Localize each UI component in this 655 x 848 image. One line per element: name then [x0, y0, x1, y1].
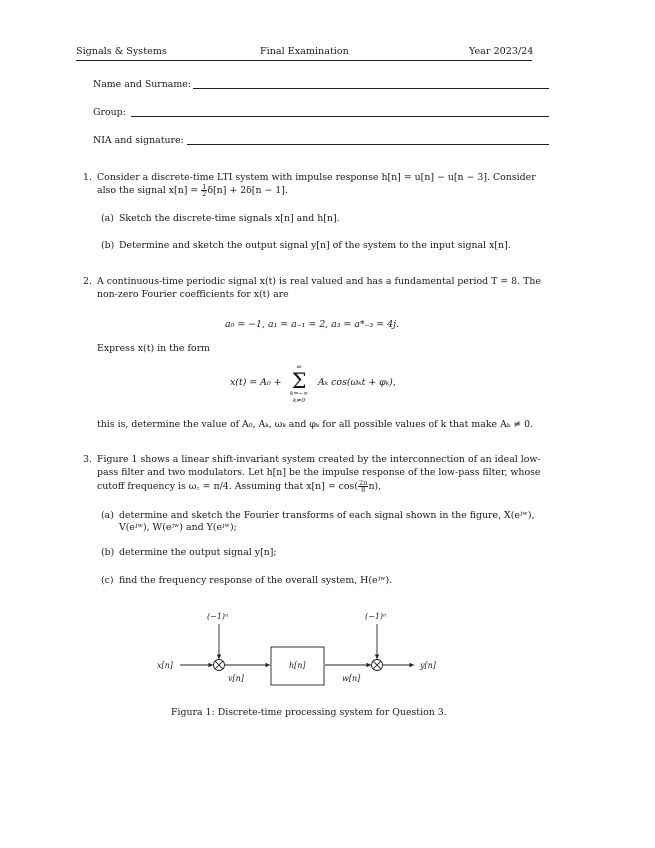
- sum-symbol: Σ: [291, 369, 307, 393]
- multiplier-2-icon: [372, 660, 383, 671]
- subitem-text: Determine and sketch the output signal y[n] of the system to the input signal x[n].: [119, 240, 511, 251]
- input-signal-label: x[n]: [157, 661, 173, 670]
- header-year: Year 2023/24: [469, 46, 534, 57]
- signal-w-label: w[n]: [342, 674, 361, 683]
- output-signal-label: y[n]: [420, 661, 436, 670]
- question-number: 3.: [83, 454, 92, 465]
- subitem-text: determine and sketch the Fourier transforms of each signal shown in the figure, X(eʲʷ),: [119, 510, 535, 521]
- subitem-label: (b): [101, 240, 115, 251]
- question-text: non-zero Fourier coefficients for x(t) are: [97, 289, 289, 300]
- question-text-part: n),: [368, 481, 382, 492]
- modulator-1-label: (−1)ⁿ: [207, 612, 229, 621]
- question-text: pass filter and two modulators. Let h[n] be the impulse response of the low-pass filter, whose: [97, 467, 541, 478]
- signal-v-label: v[n]: [228, 674, 244, 683]
- sum-lower-limit: k=−∞: [289, 391, 309, 397]
- question-number: 1.: [83, 172, 92, 183]
- equation-left: x(t) = A₀ +: [230, 377, 282, 388]
- filter-label: h[n]: [289, 661, 306, 670]
- fraction-denominator: 8: [361, 486, 366, 494]
- name-field-label: Name and Surname:: [93, 79, 191, 90]
- modulator-2-label: (−1)ⁿ: [365, 612, 387, 621]
- question-text: Express x(t) in the form: [97, 343, 210, 354]
- subitem-label: (a): [101, 213, 114, 224]
- multiplier-1-icon: [214, 660, 225, 671]
- fraction-numerator: 1: [202, 183, 207, 191]
- subitem-label: (c): [101, 575, 114, 586]
- question-text-part: cutoff frequency is ω꜀ = π/4. Assuming that x[n] = cos(: [97, 481, 359, 492]
- subitem-label: (a): [101, 510, 114, 521]
- fraction-denominator: 2: [202, 190, 207, 198]
- question-text: this is, determine the value of A₀, Aₖ, ωₖ and φₖ for all possible values of k that make Aₖ ≠ 0.: [97, 419, 534, 430]
- question-text: Consider a discrete-time LTI system with impulse response h[n] = u[n] − u[n − 3]. Consider: [97, 172, 536, 183]
- equation-right: Aₖ cos(ωₖt + φₖ),: [318, 377, 396, 388]
- fraction-numerator: 2π: [359, 479, 368, 487]
- group-field-label: Group:: [93, 107, 126, 118]
- nia-field-label: NIA and signature:: [93, 135, 184, 146]
- subitem-text: V(eʲʷ), W(eʲʷ) and Y(eʲʷ);: [119, 522, 237, 533]
- figure-caption: Figura 1: Discrete-time processing system for Question 3.: [171, 707, 447, 718]
- subitem-label: (b): [101, 547, 115, 558]
- header-course: Signals & Systems: [76, 46, 167, 57]
- question-text-part: also the signal x[n] =: [97, 185, 199, 196]
- question-number: 2.: [83, 276, 92, 287]
- sum-upper-limit: ∞: [296, 363, 302, 371]
- subitem-text: determine the output signal y[n];: [119, 547, 277, 558]
- fourier-coefficients: a₀ = −1, a₁ = a₋₁ = 2, a₃ = a*₋₃ = 4j.: [225, 319, 399, 330]
- subitem-text: Sketch the discrete-time signals x[n] and h[n].: [119, 213, 340, 224]
- question-text: Figure 1 shows a linear shift-invariant system created by the interconnection of an ideal low-: [97, 454, 541, 465]
- subitem-text: find the frequency response of the overall system, H(eʲʷ).: [119, 575, 393, 586]
- sum-lower-condition: k≠0: [292, 398, 306, 404]
- question-text: A continuous-time periodic signal x(t) is real valued and has a fundamental period T = 8. The: [97, 276, 541, 287]
- header-exam-title: Final Examination: [260, 46, 349, 57]
- question-text-part: δ[n] + 2δ[n − 1].: [207, 185, 288, 196]
